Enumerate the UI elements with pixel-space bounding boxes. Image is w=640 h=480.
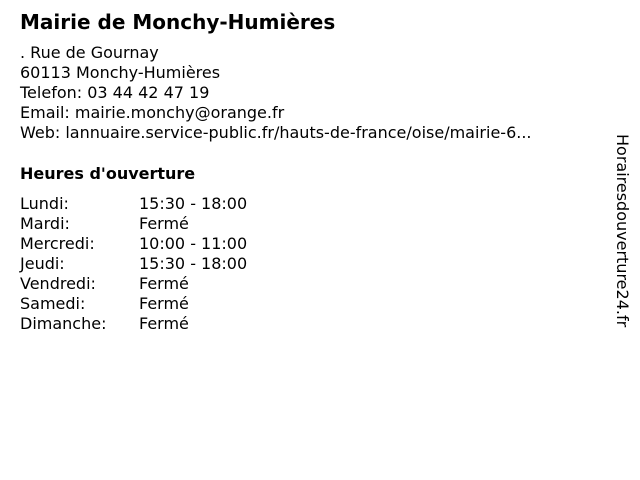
- phone-number: Telefon: 03 44 42 47 19: [20, 83, 210, 102]
- hours-value: Fermé: [139, 274, 189, 293]
- opening-hours-heading: Heures d'ouverture: [20, 164, 196, 183]
- day-label: Vendredi:: [20, 274, 96, 293]
- page-title: Mairie de Monchy-Humières: [20, 10, 336, 34]
- email-address: Email: mairie.monchy@orange.fr: [20, 103, 285, 122]
- website-link: Web: lannuaire.service-public.fr/hauts-de-france/oise/mairie-6...: [20, 123, 532, 142]
- hours-value: 15:30 - 18:00: [139, 254, 248, 273]
- day-label: Mercredi:: [20, 234, 95, 253]
- city-address: 60113 Monchy-Humières: [20, 63, 221, 82]
- contact-info: [20, 43, 532, 143]
- hours-value: 15:30 - 18:00: [139, 194, 248, 213]
- brand-watermark: Horairesdouverture24.fr: [613, 134, 632, 328]
- day-label: Samedi:: [20, 294, 86, 313]
- hours-value: 10:00 - 11:00: [139, 234, 248, 253]
- day-label: Mardi:: [20, 214, 70, 233]
- hours-value: Fermé: [139, 214, 189, 233]
- street-address: . Rue de Gournay: [20, 43, 159, 62]
- hours-value: Fermé: [139, 294, 189, 313]
- day-label: Dimanche:: [20, 314, 107, 333]
- day-label: Lundi:: [20, 194, 69, 213]
- hours-value: Fermé: [139, 314, 189, 333]
- day-label: Jeudi:: [20, 254, 65, 273]
